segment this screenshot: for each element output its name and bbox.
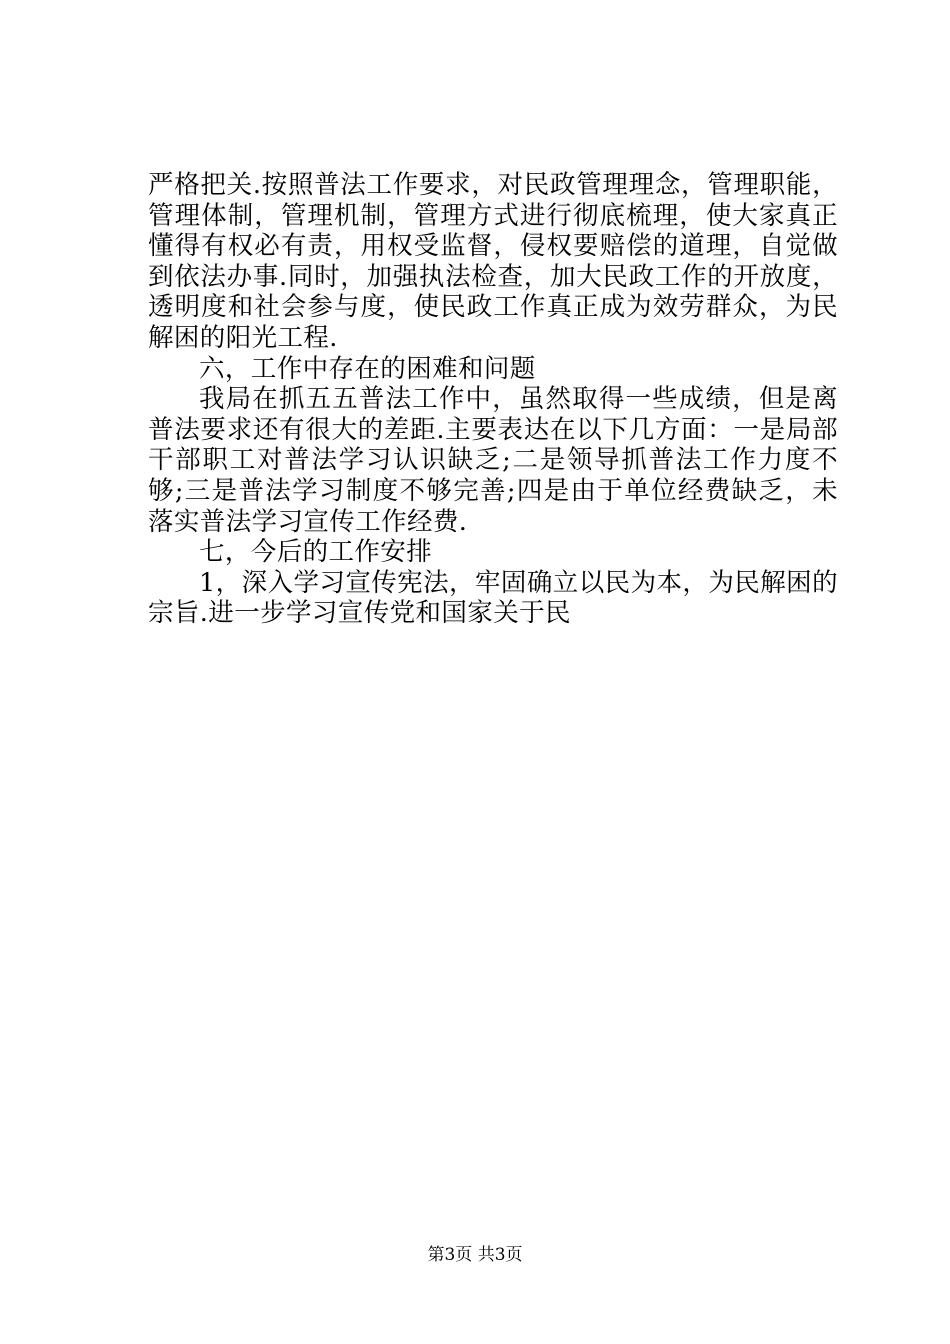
paragraph-future-plan-item-1: 1，深入学习宣传宪法，牢固确立以民为本，为民解困的宗旨.进一步学习宣传党和国家关于民: [148, 567, 838, 629]
section-heading-future-plan: 七，今后的工作安排: [199, 537, 433, 568]
page-number-label: 第3页 共3页: [427, 1245, 523, 1265]
paragraph-continuation: 严格把关.按照普法工作要求，对民政管理理念，管理职能，管理体制，管理机制，管理方式进行彻底梳理，使大家真正懂得有权必有责，用权受监督，侵权要赔偿的道理，自觉做到依法办事.同时，加强执法检查，加大民政工作的开放度，透明度和社会参与度，使民政工作真正成为效劳群众，为民解困的阳光工程.: [148, 170, 838, 353]
paragraph-difficulties: 我局在抓五五普法工作中，虽然取得一些成绩，但是离普法要求还有很大的差距.主要表达在以下几方面：一是局部干部职工对普法学习认识缺乏;二是领导抓普法工作力度不够;三是普法学习制度不够完善;四是由于单位经费缺乏，未落实普法学习宣传工作经费.: [148, 384, 838, 537]
document-body: [148, 170, 838, 629]
page-footer: [0, 1244, 950, 1266]
section-heading-difficulties: 六，工作中存在的困难和问题: [199, 353, 536, 384]
